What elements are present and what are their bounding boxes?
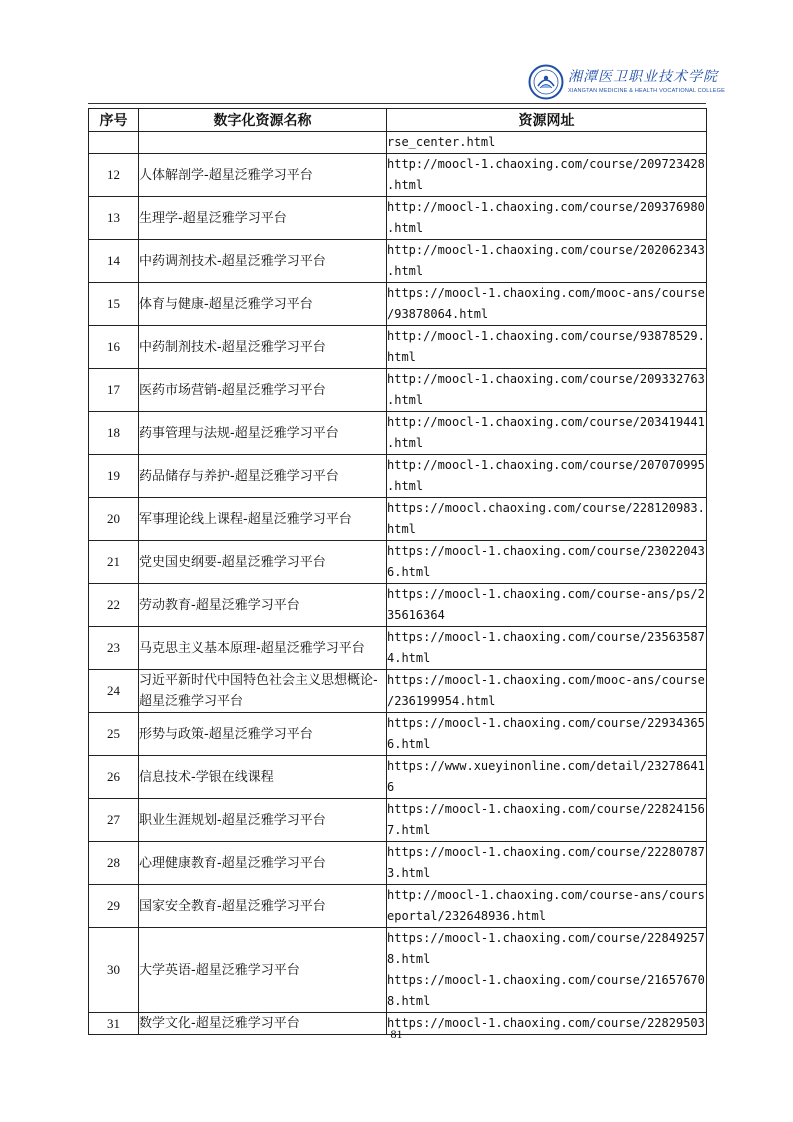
url-text-line: html (387, 350, 416, 364)
url-text-line: html (387, 522, 416, 536)
row-resource-name: 人体解剖学-超星泛雅学习平台 (139, 154, 387, 197)
table-row (89, 541, 707, 584)
row-resource-url (387, 412, 707, 455)
url-text-line: https://moocl-1.chaoxing.com/course/21657670 (387, 973, 705, 987)
table-row (89, 885, 707, 928)
row-resource-name: 军事理论线上课程-超星泛雅学习平台 (139, 498, 387, 541)
table-row (89, 584, 707, 627)
row-resource-name: 心理健康教育-超星泛雅学习平台 (139, 842, 387, 885)
row-resource-name: 中药调剂技术-超星泛雅学习平台 (139, 240, 387, 283)
table-row (89, 132, 707, 154)
table-row (89, 498, 707, 541)
url-text-line: https://moocl-1.chaoxing.com/course/22934365 (387, 716, 705, 730)
college-logo (528, 64, 726, 106)
url-text-line: https://moocl-1.chaoxing.com/mooc-ans/course (387, 673, 705, 687)
row-resource-name: 信息技术-学银在线课程 (139, 756, 387, 799)
url-text-line: https://moocl-1.chaoxing.com/course/23022043 (387, 544, 705, 558)
url-text-line: https://moocl-1.chaoxing.com/course/22824156 (387, 802, 705, 816)
row-serial: 27 (89, 799, 139, 842)
row-resource-url (387, 584, 707, 627)
url-text-line: http://moocl-1.chaoxing.com/course/209332763 (387, 372, 705, 386)
row-resource-name: 体育与健康-超星泛雅学习平台 (139, 283, 387, 326)
college-name-en: XIANGTAN MEDICINE & HEALTH VOCATIONAL COLLEGE (568, 88, 726, 94)
row-resource-url (387, 627, 707, 670)
row-resource-url (387, 928, 707, 1013)
row-resource-name: 党史国史纲要-超星泛雅学习平台 (139, 541, 387, 584)
url-text-line: https://moocl-1.chaoxing.com/course-ans/ps/2 (387, 587, 705, 601)
url-text-line: https://moocl-1.chaoxing.com/course/22849257 (387, 931, 705, 945)
table-row (89, 283, 707, 326)
table-row (89, 154, 707, 197)
url-text-line: https://moocl-1.chaoxing.com/course/22280787 (387, 845, 705, 859)
row-serial: 19 (89, 455, 139, 498)
row-serial: 13 (89, 197, 139, 240)
row-resource-name: 习近平新时代中国特色社会主义思想概论-超星泛雅学习平台 (139, 670, 387, 713)
table-row (89, 756, 707, 799)
url-text-line: http://moocl-1.chaoxing.com/course/207070995 (387, 458, 705, 472)
row-resource-url (387, 455, 707, 498)
url-text-line: .html (387, 264, 424, 278)
row-serial: 12 (89, 154, 139, 197)
college-emblem-icon (528, 64, 564, 100)
table-row (89, 412, 707, 455)
url-text-line: https://moocl.chaoxing.com/course/228120983. (387, 501, 705, 515)
url-text-line: /93878064.html (387, 307, 489, 321)
resource-table (88, 108, 707, 1035)
url-text-line: 6 (387, 780, 395, 794)
url-text-line: 4.html (387, 651, 431, 665)
row-serial: 28 (89, 842, 139, 885)
row-resource-name: 形势与政策-超星泛雅学习平台 (139, 713, 387, 756)
url-text-line: 35616364 (387, 608, 445, 622)
url-text-line: 8.html (387, 952, 431, 966)
header-resource-url: 资源网址 (387, 109, 707, 132)
row-resource-name: 大学英语-超星泛雅学习平台 (139, 928, 387, 1013)
row-resource-url (387, 132, 707, 154)
row-resource-name: 数学文化-超星泛雅学习平台 (139, 1013, 387, 1035)
url-text-line: .html (387, 436, 424, 450)
table-row (89, 713, 707, 756)
row-serial: 30 (89, 928, 139, 1013)
url-text-line: http://moocl-1.chaoxing.com/course/203419441 (387, 415, 705, 429)
table-row (89, 670, 707, 713)
row-resource-url (387, 670, 707, 713)
row-resource-url (387, 541, 707, 584)
row-resource-name: 医药市场营销-超星泛雅学习平台 (139, 369, 387, 412)
table-row (89, 455, 707, 498)
page-number: 81 (390, 1027, 403, 1041)
row-serial: 15 (89, 283, 139, 326)
row-resource-name: 中药制剂技术-超星泛雅学习平台 (139, 326, 387, 369)
url-text-line: http://moocl-1.chaoxing.com/course/209723428 (387, 157, 705, 171)
row-resource-url (387, 154, 707, 197)
row-resource-name: 职业生涯规划-超星泛雅学习平台 (139, 799, 387, 842)
url-text-line: 7.html (387, 823, 431, 837)
row-resource-url (387, 799, 707, 842)
table-row (89, 627, 707, 670)
url-text-line: .html (387, 479, 424, 493)
row-resource-name: 生理学-超星泛雅学习平台 (139, 197, 387, 240)
url-text-line: https://www.xueyinonline.com/detail/23278641 (387, 759, 705, 773)
row-serial: 18 (89, 412, 139, 455)
row-resource-name: 马克思主义基本原理-超星泛雅学习平台 (139, 627, 387, 670)
row-resource-name: 药事管理与法规-超星泛雅学习平台 (139, 412, 387, 455)
url-text-line: https://moocl-1.chaoxing.com/course/23563587 (387, 630, 705, 644)
row-serial: 21 (89, 541, 139, 584)
header-divider (88, 103, 706, 104)
url-text-line: 6.html (387, 565, 431, 579)
row-serial: 24 (89, 670, 139, 713)
college-name-cn: 湘潭医卫职业技术学院 (568, 69, 718, 85)
row-resource-name: 药品储存与养护-超星泛雅学习平台 (139, 455, 387, 498)
header-resource-name: 数字化资源名称 (139, 109, 387, 132)
row-serial: 23 (89, 627, 139, 670)
page-header (88, 60, 726, 106)
table-header-row (89, 109, 707, 132)
row-resource-url (387, 842, 707, 885)
row-serial: 26 (89, 756, 139, 799)
row-resource-url (387, 326, 707, 369)
url-text-line: .html (387, 393, 424, 407)
url-text-line: http://moocl-1.chaoxing.com/course-ans/cours (387, 888, 705, 902)
row-resource-url (387, 369, 707, 412)
row-resource-name: 劳动教育-超星泛雅学习平台 (139, 584, 387, 627)
url-text-line: https://moocl-1.chaoxing.com/mooc-ans/course (387, 286, 705, 300)
row-serial: 31 (89, 1013, 139, 1035)
row-resource-url (387, 713, 707, 756)
url-text-line: 8.html (387, 994, 431, 1008)
url-text-line: http://moocl-1.chaoxing.com/course/93878529. (387, 329, 705, 343)
url-text-line: rse_center.html (387, 135, 496, 149)
row-resource-url (387, 498, 707, 541)
row-serial: 29 (89, 885, 139, 928)
table-row (89, 928, 707, 1013)
row-resource-name (139, 132, 387, 154)
row-serial: 14 (89, 240, 139, 283)
row-serial: 22 (89, 584, 139, 627)
row-resource-url (387, 756, 707, 799)
row-serial: 16 (89, 326, 139, 369)
row-resource-url (387, 283, 707, 326)
table-row (89, 326, 707, 369)
row-serial (89, 132, 139, 154)
url-text-line: .html (387, 178, 424, 192)
row-resource-name: 国家安全教育-超星泛雅学习平台 (139, 885, 387, 928)
table-row (89, 240, 707, 283)
url-text-line: eportal/232648936.html (387, 909, 546, 923)
url-text-line: 3.html (387, 866, 431, 880)
table-row (89, 842, 707, 885)
row-resource-url (387, 240, 707, 283)
url-text-line: /236199954.html (387, 694, 496, 708)
header-serial: 序号 (89, 109, 139, 132)
url-text-line: .html (387, 221, 424, 235)
url-text-line: http://moocl-1.chaoxing.com/course/209376980 (387, 200, 705, 214)
row-serial: 25 (89, 713, 139, 756)
row-resource-url (387, 885, 707, 928)
table-row (89, 197, 707, 240)
row-serial: 17 (89, 369, 139, 412)
url-text-line: https://moocl-1.chaoxing.com/course/22829503 (387, 1016, 705, 1030)
row-resource-url (387, 197, 707, 240)
url-text-line: 6.html (387, 737, 431, 751)
table-row (89, 799, 707, 842)
row-serial: 20 (89, 498, 139, 541)
table-row (89, 369, 707, 412)
url-text-line: http://moocl-1.chaoxing.com/course/202062343 (387, 243, 705, 257)
